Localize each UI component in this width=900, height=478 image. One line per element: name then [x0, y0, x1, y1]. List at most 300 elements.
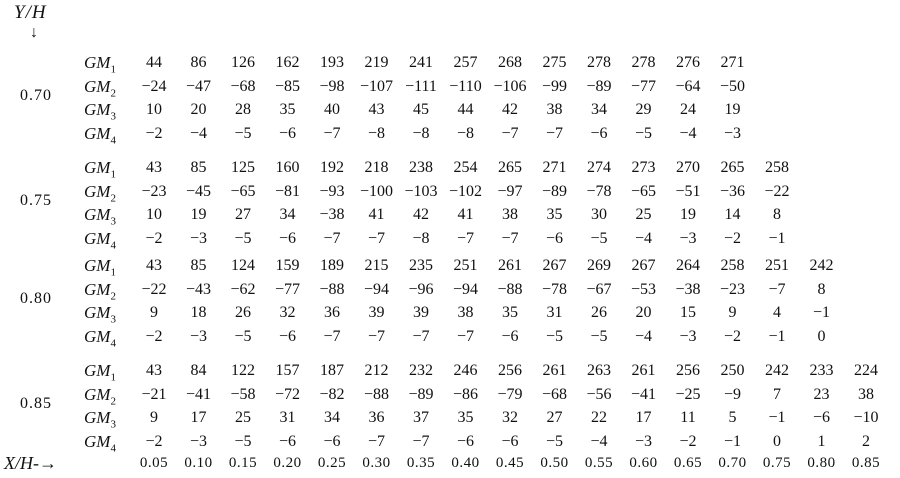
table-cell: −3	[679, 229, 697, 247]
x-tick-label: 0.70	[718, 455, 747, 471]
table-row	[0, 255, 900, 277]
table-cell: 10	[146, 206, 162, 223]
table-cell: 7	[773, 385, 781, 403]
table-cell: −7	[367, 432, 386, 450]
row-label-text: GM	[84, 181, 111, 201]
table-cell: 246	[453, 362, 478, 379]
table-cell: 212	[364, 362, 389, 379]
table-cell: 25	[235, 409, 251, 426]
table-cell: 43	[368, 101, 385, 118]
table-cell: −8	[412, 124, 430, 142]
x-axis-label	[4, 452, 57, 474]
table-cell: 39	[413, 304, 429, 321]
table-cell: −21	[141, 385, 167, 403]
table-cell: −68	[230, 77, 256, 95]
x-tick-label: 0.35	[406, 455, 436, 471]
table-cell: 20	[635, 304, 652, 321]
table-cell: −89	[408, 385, 434, 403]
table-cell: −7	[501, 229, 519, 247]
table-cell: 187	[320, 362, 344, 379]
row-label-subscript: 2	[110, 289, 116, 302]
table-cell: −67	[586, 280, 612, 298]
table-cell: 233	[809, 362, 834, 379]
table-cell: −1	[812, 304, 831, 321]
table-cell: −25	[675, 385, 701, 403]
table-cell: 35	[279, 101, 296, 118]
table-cell: 251	[453, 257, 478, 274]
table-cell: −8	[412, 229, 430, 247]
table-cell: 276	[676, 54, 700, 71]
row-label-subscript: 3	[110, 110, 116, 123]
table-cell: −56	[586, 385, 612, 403]
table-cell: 258	[720, 257, 745, 274]
table-cell: −2	[145, 124, 163, 142]
table-cell: −8	[456, 124, 475, 142]
table-cell: −38	[319, 206, 345, 223]
table-cell: 22	[591, 409, 607, 426]
table-cell: −7	[456, 327, 475, 345]
table-cell: −1	[768, 229, 786, 247]
table-cell: 193	[320, 54, 344, 71]
table-cell: 256	[676, 362, 700, 379]
row-label-text: GM	[84, 123, 111, 143]
row-label-subscript: 4	[110, 133, 116, 146]
table-cell: 31	[546, 304, 563, 321]
table-cell: −6	[501, 432, 519, 450]
y-value-label: 0.70	[20, 87, 52, 105]
table-cell: 35	[546, 206, 563, 223]
table-cell: 85	[190, 257, 207, 274]
table-cell: −103	[404, 182, 438, 200]
table-cell: 19	[680, 206, 696, 223]
row-label-text: GM	[84, 326, 111, 346]
table-cell: 43	[146, 257, 162, 274]
x-tick-label: 0.60	[629, 455, 658, 471]
table-row	[0, 407, 900, 429]
table-cell: 268	[498, 54, 522, 71]
table-cell: 32	[502, 409, 518, 426]
table-cell: 14	[724, 206, 741, 223]
table-cell: −6	[501, 327, 519, 345]
table-cell: 28	[235, 101, 251, 118]
table-cell: −3	[679, 327, 697, 345]
table-cell: 261	[498, 257, 522, 274]
table-cell: 258	[765, 159, 789, 176]
table-cell: 30	[591, 206, 607, 223]
table-cell: −3	[189, 229, 208, 247]
table-cell: 125	[231, 159, 255, 176]
table-cell: −7	[501, 124, 519, 142]
row-label-text: GM	[84, 76, 111, 96]
table-row	[0, 302, 900, 324]
table-cell: 265	[498, 159, 522, 176]
table-cell: 25	[635, 206, 652, 223]
table-cell: 218	[364, 159, 389, 176]
table-cell: 271	[720, 54, 745, 71]
table-cell: −22	[141, 280, 167, 298]
table-cell: −5	[234, 229, 252, 247]
table-cell: −7	[367, 229, 386, 247]
table-cell: 4	[773, 304, 781, 321]
table-cell: −23	[141, 182, 167, 200]
y-value-label: 0.75	[20, 192, 52, 210]
table-cell: −65	[230, 182, 256, 200]
row-label-text: GM	[84, 53, 111, 72]
table-cell: −43	[185, 280, 212, 298]
table-cell: −5	[590, 327, 608, 345]
table-cell: −1	[768, 327, 786, 345]
table-cell: −3	[634, 432, 653, 450]
table-cell: −77	[274, 280, 301, 298]
table-cell: 23	[813, 385, 830, 403]
table-cell: −6	[278, 229, 297, 247]
table-cell: −107	[359, 77, 394, 95]
table-cell: −5	[590, 229, 608, 247]
table-cell: −89	[586, 77, 612, 95]
table-cell: −2	[679, 432, 697, 450]
table-cell: 267	[542, 257, 567, 274]
x-axis-row	[0, 452, 900, 474]
table-cell: −5	[234, 124, 252, 142]
table-cell: −41	[630, 385, 657, 403]
row-label-text: GM	[84, 205, 111, 224]
table-cell: −7	[323, 229, 341, 247]
table-cell: 17	[635, 409, 652, 426]
table-cell: −5	[634, 124, 653, 142]
table-cell: −3	[189, 432, 208, 450]
table-cell: 36	[324, 304, 340, 321]
row-label-text: GM	[84, 408, 111, 427]
table-cell: −102	[448, 182, 483, 200]
table-cell: −98	[319, 77, 345, 95]
x-tick-label: 0.40	[451, 455, 480, 471]
table-cell: −106	[493, 77, 527, 95]
table-cell: −100	[359, 182, 394, 200]
table-cell: 8	[817, 280, 826, 298]
table-cell: −7	[545, 124, 564, 142]
table-cell: −88	[497, 280, 523, 298]
x-tick-label: 0.80	[807, 455, 836, 471]
table-cell: −72	[274, 385, 301, 403]
y-axis-arrow: ↓	[30, 24, 38, 41]
table-cell: 43	[146, 362, 162, 379]
table-cell: −65	[630, 182, 657, 200]
table-cell: 35	[502, 304, 518, 321]
table-cell: 219	[364, 54, 389, 71]
table-cell: −7	[323, 124, 341, 142]
table-cell: −89	[541, 182, 568, 200]
table-cell: 267	[631, 257, 656, 274]
table-cell: −3	[723, 124, 742, 142]
table-cell: −47	[185, 77, 212, 95]
table-cell: −7	[412, 327, 430, 345]
table-cell: 9	[150, 409, 158, 426]
row-label	[84, 123, 116, 151]
table-cell: −6	[545, 229, 564, 247]
table-cell: −85	[274, 77, 301, 95]
table-cell: 36	[368, 409, 385, 426]
row-label-subscript: 1	[110, 371, 116, 384]
table-cell: 265	[720, 159, 745, 176]
table-cell: −88	[319, 280, 345, 298]
table-cell: 278	[631, 54, 656, 71]
table-cell: 0	[817, 327, 826, 345]
table-cell: 256	[498, 362, 522, 379]
table-cell: −6	[590, 124, 608, 142]
table-cell: 273	[631, 159, 656, 176]
table-cell: 42	[502, 101, 518, 118]
x-tick-label: 0.05	[139, 455, 169, 471]
row-label-subscript: 1	[110, 63, 116, 76]
table-cell: −5	[234, 327, 252, 345]
table-row	[0, 99, 900, 121]
table-cell: 250	[720, 362, 745, 379]
table-cell: −6	[278, 432, 297, 450]
table-row	[0, 181, 900, 203]
table-row	[0, 228, 900, 250]
table-cell: 20	[190, 101, 207, 118]
table-cell: −8	[367, 124, 386, 142]
row-label-text: GM	[84, 384, 111, 404]
table-cell: 27	[546, 409, 563, 426]
table-cell: −78	[541, 280, 568, 298]
table-cell: 251	[765, 257, 789, 274]
table-cell: 162	[275, 54, 300, 71]
table-cell: −86	[452, 385, 479, 403]
x-tick-label: 0.30	[362, 455, 391, 471]
table-cell: −77	[630, 77, 657, 95]
y-axis-label: Y/H	[14, 2, 47, 23]
table-cell: 192	[320, 159, 344, 176]
table-cell: 189	[320, 257, 344, 274]
table-cell: −7	[456, 229, 475, 247]
table-row	[0, 123, 900, 145]
table-cell: −2	[723, 229, 742, 247]
table-cell: 275	[542, 54, 567, 71]
table-cell: 38	[858, 385, 874, 403]
table-cell: −5	[234, 432, 252, 450]
table-row	[0, 52, 900, 74]
table-cell: 224	[854, 362, 878, 379]
row-label-text: GM	[84, 361, 111, 380]
table-cell: 41	[457, 206, 474, 223]
table-cell: 274	[587, 159, 611, 176]
table-row	[0, 204, 900, 226]
table-row	[0, 360, 900, 382]
table-cell: 242	[765, 362, 789, 379]
table-cell: 159	[275, 257, 300, 274]
table-cell: 35	[457, 409, 474, 426]
x-tick-label: 0.20	[273, 455, 302, 471]
table-cell: −81	[274, 182, 301, 200]
row-label-subscript: 2	[110, 191, 116, 204]
table-cell: 38	[457, 304, 474, 321]
table-cell: −96	[408, 280, 434, 298]
table-cell: −36	[719, 182, 746, 200]
table-cell: −2	[145, 229, 163, 247]
y-value-label: 0.80	[20, 290, 52, 308]
table-cell: −4	[634, 327, 653, 345]
table-cell: 85	[190, 159, 207, 176]
table-cell: −6	[456, 432, 475, 450]
row-label-subscript: 1	[110, 168, 116, 181]
row-label-subscript: 1	[110, 266, 116, 279]
row-label-text: GM	[84, 279, 111, 299]
table-cell: 39	[368, 304, 385, 321]
table-cell: −110	[449, 77, 482, 95]
table-cell: 26	[591, 304, 607, 321]
table-cell: 238	[409, 159, 433, 176]
row-label-subscript: 4	[110, 336, 116, 349]
table-cell: 269	[587, 257, 611, 274]
x-tick-label: 0.45	[495, 455, 525, 471]
table-cell: 241	[409, 54, 433, 71]
row-label-subscript: 3	[110, 215, 116, 228]
table-cell: −4	[590, 432, 608, 450]
table-cell: 37	[413, 409, 429, 426]
table-cell: −62	[230, 280, 256, 298]
table-cell: 9	[150, 304, 158, 321]
table-cell: −51	[675, 182, 701, 200]
row-label	[84, 228, 116, 256]
table-cell: −2	[145, 327, 163, 345]
table-cell: 26	[235, 304, 251, 321]
table-cell: 242	[809, 257, 834, 274]
table-cell: 9	[728, 304, 737, 321]
table-cell: −88	[363, 385, 390, 403]
table-cell: −94	[452, 280, 479, 298]
table-cell: −7	[412, 432, 430, 450]
table-row	[0, 279, 900, 301]
table-cell: −9	[723, 385, 742, 403]
table-cell: −58	[230, 385, 256, 403]
table-cell: −64	[675, 77, 701, 95]
table-cell: 43	[146, 159, 162, 176]
x-tick-label: 0.65	[673, 455, 703, 471]
table-cell: 10	[146, 101, 162, 118]
x-tick-label: 0.85	[851, 455, 881, 471]
table-cell: 34	[324, 409, 340, 426]
row-label-subscript: 4	[110, 238, 116, 251]
table-cell: 5	[728, 409, 737, 426]
row-label-text: GM	[84, 303, 111, 322]
table-cell: −94	[363, 280, 390, 298]
table-cell: −6	[278, 124, 297, 142]
table-cell: −24	[141, 77, 167, 95]
table-cell: 232	[409, 362, 433, 379]
table-cell: 84	[190, 362, 207, 379]
row-label-subscript: 3	[110, 313, 116, 326]
table-cell: 124	[231, 257, 255, 274]
table-cell: 19	[190, 206, 207, 223]
table-cell: −41	[185, 385, 212, 403]
table-row	[0, 157, 900, 179]
table-cell: 18	[190, 304, 207, 321]
table-cell: −1	[723, 432, 742, 450]
table-cell: 2	[862, 432, 870, 450]
row-label-subscript: 3	[110, 418, 116, 431]
table-cell: 32	[279, 304, 296, 321]
row-label	[84, 326, 116, 354]
table-cell: 278	[587, 54, 611, 71]
table-cell: 45	[413, 101, 429, 118]
x-tick-label: 0.25	[317, 455, 347, 471]
row-label-text: GM	[84, 100, 111, 119]
table-cell: −111	[405, 77, 437, 95]
table-cell: 122	[231, 362, 255, 379]
table-cell: 19	[724, 101, 741, 118]
table-cell: 271	[542, 159, 567, 176]
table-cell: 11	[680, 409, 696, 426]
table-cell: −22	[764, 182, 790, 200]
table-cell: −4	[634, 229, 653, 247]
table-cell: 215	[364, 257, 389, 274]
x-axis-label-text: X/H	[4, 453, 33, 473]
table-cell: −68	[541, 385, 568, 403]
table-cell: −10	[853, 409, 879, 426]
x-tick-label: 0.75	[762, 455, 792, 471]
table-cell: 44	[146, 54, 162, 71]
table-cell: 160	[275, 159, 300, 176]
table-cell: 29	[635, 101, 652, 118]
table-cell: 261	[631, 362, 656, 379]
table-cell: −5	[545, 432, 564, 450]
table-cell: 270	[676, 159, 700, 176]
table-cell: 157	[275, 362, 300, 379]
table-row	[0, 431, 900, 453]
table-cell: −78	[586, 182, 612, 200]
table-cell: 44	[457, 101, 474, 118]
row-label-text: GM	[84, 158, 111, 177]
table-cell: 263	[587, 362, 611, 379]
row-label-text: GM	[84, 256, 111, 275]
table-cell: −97	[497, 182, 523, 200]
table-cell: −82	[319, 385, 345, 403]
row-label-subscript: 2	[110, 394, 116, 407]
table-cell: −93	[319, 182, 345, 200]
table-cell: 264	[676, 257, 700, 274]
table-row	[0, 384, 900, 406]
row-label-text: GM	[84, 228, 111, 248]
table-cell: −23	[719, 280, 746, 298]
table-cell: −2	[145, 432, 163, 450]
table-cell: 86	[190, 54, 207, 71]
table-cell: −6	[278, 327, 297, 345]
table-cell: 40	[324, 101, 340, 118]
x-tick-label: 0.10	[184, 455, 213, 471]
table-cell: 24	[680, 101, 696, 118]
table-cell: 38	[546, 101, 563, 118]
table-row	[0, 76, 900, 98]
table-cell: 126	[231, 54, 255, 71]
x-tick-label: 0.15	[228, 455, 258, 471]
table-cell: −53	[630, 280, 657, 298]
table-cell: 254	[453, 159, 478, 176]
table-cell: 257	[453, 54, 478, 71]
table-cell: −7	[768, 280, 786, 298]
table-cell: −79	[497, 385, 523, 403]
table-cell: 0	[773, 432, 781, 450]
table-cell: −38	[675, 280, 701, 298]
table-cell: 8	[773, 206, 781, 223]
row-label-subscript: 4	[110, 441, 116, 454]
table-cell: 15	[680, 304, 696, 321]
table-cell: −1	[768, 409, 786, 426]
table-cell: −4	[679, 124, 697, 142]
x-tick-label: 0.55	[584, 455, 614, 471]
row-label-subscript: 2	[110, 86, 116, 99]
table-cell: −6	[323, 432, 341, 450]
